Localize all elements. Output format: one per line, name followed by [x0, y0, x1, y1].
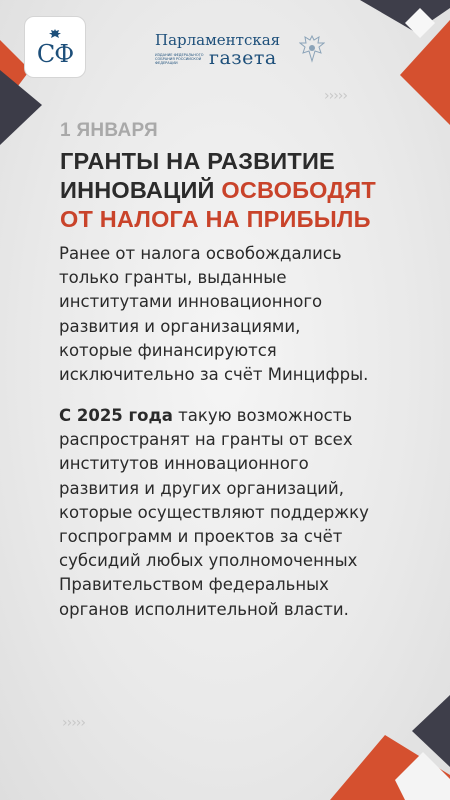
pg-logo-line1: Парламентская: [155, 31, 281, 49]
sf-logo-text: СФ: [36, 39, 74, 68]
sf-logo: [24, 16, 86, 78]
paragraph-line: развития и других организаций,: [59, 478, 344, 498]
pg-logo-line2: газета: [209, 47, 277, 69]
paragraph-line: распространят на гранты от всех: [59, 430, 353, 450]
paragraph-line-rest: такую возможность: [172, 406, 353, 425]
paragraph-line: исключительно за счёт Минцифры.: [59, 365, 369, 385]
headline-line-1: ГРАНТЫ НА РАЗВИТИЕ: [60, 148, 335, 174]
chevrons-decor-bottom: ›››››: [62, 715, 85, 731]
headline-line-2-plain: ИННОВАЦИЙ: [60, 177, 222, 203]
pg-logo-small-text: ИЗДАНИЕ ФЕДЕРАЛЬНОГО СОБРАНИЯ РОССИЙСКОЙ ФЕДЕРАЦИИ: [155, 52, 204, 65]
paragraph-line: субсидий любых уполномоченных: [59, 551, 358, 571]
paragraph-line: госпрограмм и проектов за счёт: [59, 527, 343, 547]
headline-line-2: [60, 176, 420, 205]
paragraph-line: Правительством федеральных: [59, 575, 329, 595]
paragraph-line: которые финансируются: [59, 340, 277, 360]
paragraph-line: институтами инновационного: [59, 292, 323, 312]
headline: [60, 147, 420, 234]
decor-white-bottomright: [395, 752, 450, 800]
headline-line-3: ОТ НАЛОГА НА ПРИБЫЛЬ: [60, 206, 371, 232]
chevrons-decor-top: ›››››: [324, 88, 347, 104]
paragraph-line: органов исполнительной власти.: [59, 599, 349, 619]
paragraph-line: институтов инновационного: [59, 454, 309, 474]
paragraph-2: [59, 404, 419, 622]
headline-line-2-accent: ОСВОБОДЯТ: [221, 177, 376, 203]
paragraph-line: которые осуществляют поддержку: [59, 502, 369, 522]
paragraph-line: только гранты, выданные: [59, 268, 287, 288]
date-label: 1 ЯНВАРЯ: [60, 120, 158, 141]
paragraph-line: Ранее от налога освобождались: [59, 244, 342, 263]
double-headed-eagle-icon: [299, 34, 325, 68]
paragraph-1: [59, 242, 419, 387]
parliament-gazette-logo: [155, 32, 325, 68]
decor-white-topright: [405, 8, 435, 38]
paragraph-line: развития и организациями,: [59, 316, 301, 336]
bold-lead: С 2025 года: [59, 406, 173, 425]
paragraph-line: [59, 404, 419, 428]
